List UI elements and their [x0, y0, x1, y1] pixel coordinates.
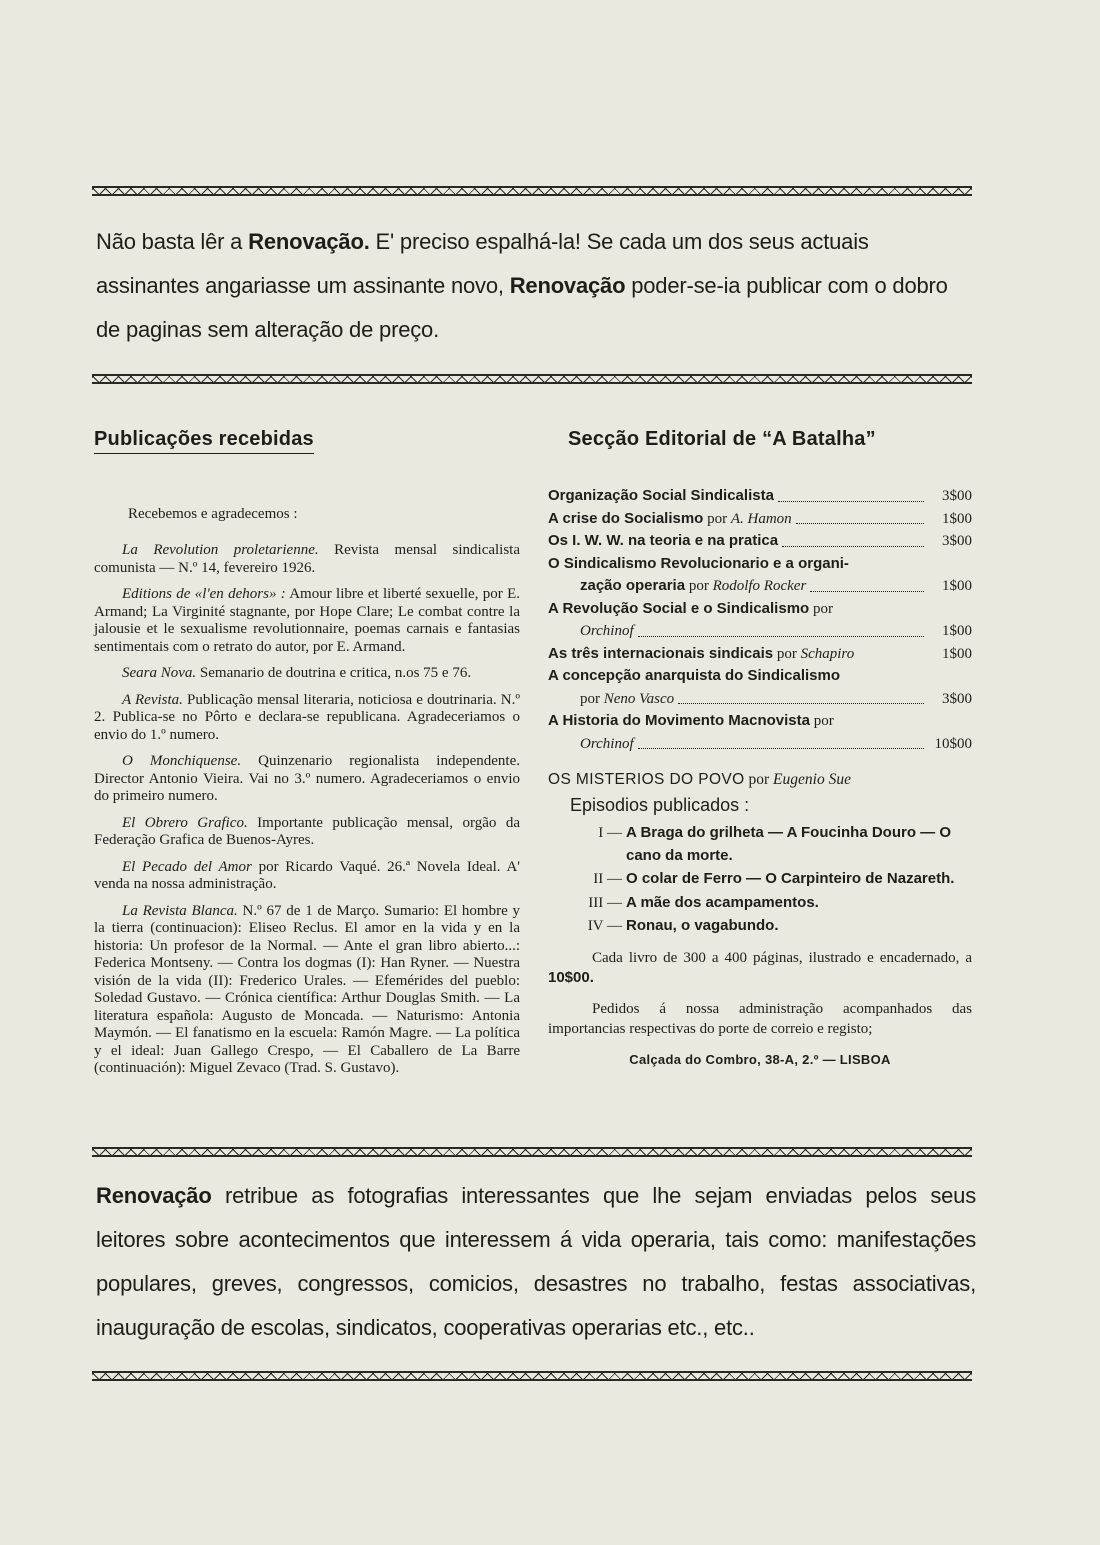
publication-entry: O Monchiquense. Quinzenario regionalista independente. Director Antonio Vieira. Vai no 3.º numero. Agradeceriamos o envio do primeiro numero.: [94, 753, 521, 804]
publication-entry: La Revolution proletarienne. Revista mensal sindicalista comunista — N.º 14, fevereiro 1926.: [94, 542, 521, 576]
catalog-item-title: O Sindicalismo Revolucionario e a organi-: [548, 554, 849, 572]
catalog-item: por Neno Vasco 3$00: [548, 688, 972, 711]
catalog-item: Orchinof 1$00: [548, 620, 972, 643]
book-catalog: [548, 485, 972, 755]
top-notice-line-1: Não basta lêr a Renovação. E' preciso espalhá-la! Se cada um dos seus actuais: [96, 229, 869, 254]
leader-dots: [810, 591, 924, 592]
publication-entry: Seara Nova. Semanario de doutrina e critica, n.os 75 e 76.: [122, 665, 472, 681]
leader-dots: [782, 546, 924, 547]
price: 1$00: [942, 645, 972, 662]
episodes-list: [584, 822, 972, 938]
leader-dots: [678, 703, 924, 704]
publication-entry: El Pecado del Amor por Ricardo Vaqué. 26.ª Novela Ideal. A' venda na nossa administração.: [94, 858, 520, 892]
price: 3$00: [942, 690, 972, 707]
ornamental-rule-lower: [92, 1147, 972, 1157]
catalog-item-title: A concepção anarquista do Sindicalismo: [548, 667, 841, 684]
leader-dots: [796, 523, 924, 524]
ornamental-rule-bottom: [92, 1371, 972, 1381]
brand-name: Renovação: [509, 273, 626, 298]
publication-entry: A Revista. Publicação mensal literaria, noticiosa e doutrinaria. N.º 2. Publica-se no Pôrto e declara-se republicana. Agradeceriamos o envio do 1.º numero.: [94, 691, 520, 743]
seccao-editorial-column: [548, 428, 972, 1067]
brand-name: Renovação: [96, 1183, 212, 1208]
leader-dots: [778, 501, 924, 502]
catalog-item: Os I. W. W. na teoria e na pratica 3$00: [548, 530, 972, 553]
seccao-title: Secção Editorial de “A Batalha”: [568, 428, 876, 450]
ornamental-rule-middle: [92, 374, 972, 384]
price: 3$00: [942, 488, 972, 504]
catalog-item: As três internacionais sindicais por Schapiro 1$00: [548, 643, 972, 666]
publicacoes-column: [94, 428, 520, 1078]
price: 10$00: [934, 735, 972, 752]
episode-item: II — O colar de Ferro — O Carpinteiro de Nazareth.: [593, 870, 955, 887]
bottom-notice: Renovação retribue as fotografias interessantes que lhe sejam enviadas pelos seus leitores sobre acontecimentos que interessem á vida operaria, tais como: manifestações populares, greves, congressos, comicios, desastres no trabalho, festas associativas, inauguração de escolas, sindicatos, cooperativas operarias etc., etc..: [96, 1183, 976, 1340]
price: 1$00: [942, 623, 972, 639]
publication-entry: El Obrero Grafico. Importante publicação mensal, orgão da Federação Grafica de Buenos-Ayres.: [94, 814, 520, 848]
catalog-item: Orchinof 10$00: [548, 733, 972, 756]
top-notice-line-3: de paginas sem alteração de preço.: [96, 317, 439, 342]
publication-entry: La Revista Blanca. N.º 67 de 1 de Março. Sumario: El hombre y la tierra (continuacion): Eliseo Reclus. El amor en la vida y en la historia: Un profesor de la Normal. — Ante el gran libro abierto...: Federica Montseny. — Contra los dogmas (I): Han Ryner. — Nuestra visión de la vida (II): Frederico Urales. — Efemérides del pueblo: Soledad Gustavo. — Crónica científica: Arthur Douglas Smith. — La literatura española: Augusto de Moncada. — Naturismo: Antonia Maymón. — El fanatismo en la escuela: Ramón Magre. — La política y el ideal: Juan Gallego Crespo, — El Caballero de La Barre (continuación): Miguel Zevaco (Trad. S. Gustavo).: [94, 902, 520, 1076]
catalog-item: A crise do Socialismo por A. Hamon 1$00: [548, 508, 972, 531]
top-notice-line-2: assinantes angariasse um assinante novo, Renovação poder-se-ia publicar com o dobro: [96, 273, 948, 298]
book-info: Cada livro de 300 a 400 páginas, ilustrado e encadernado, a 10$00.: [548, 949, 972, 986]
publicacoes-list: [94, 542, 520, 1078]
episode-item: III — A mãe dos acampamentos.: [588, 893, 819, 911]
orders-info: Pedidos á nossa administração acompanhados das importancias respectivas do porte de correio e registo;: [548, 1000, 972, 1037]
price: 1$00: [942, 578, 972, 594]
publication-entry: Editions de «l'en dehors» : Amour libre et liberté sexuelle, por E. Armand; La Virginité stagnante, por Hope Clare; Le combat contre la jalousie et le sexualisme revolutionnaire, poemas carnais e fantasias sentimentais com o retrato do autor, por E. Armand.: [94, 586, 520, 655]
price: 3$00: [942, 533, 972, 549]
price: 1$00: [942, 510, 972, 527]
misterios-heading: OS MISTERIOS DO POVO por Eugenio Sue: [548, 771, 851, 788]
catalog-item-title: A Historia do Movimento Macnovista por: [548, 712, 834, 729]
episode-item: IV — Ronau, o vagabundo.: [587, 917, 779, 934]
ornamental-rule-top: [92, 186, 972, 196]
publicacoes-intro: Recebemos e agradecemos :: [128, 506, 298, 522]
publicacoes-title: Publicações recebidas: [94, 428, 314, 454]
catalog-item: zação operaria por Rodolfo Rocker 1$00: [548, 575, 972, 598]
brand-name: Renovação.: [248, 229, 370, 254]
leader-dots: [638, 748, 924, 749]
leader-dots: [638, 636, 924, 637]
catalog-item: Organização Social Sindicalista 3$00: [548, 485, 972, 508]
episode-item: I — A Braga do grilheta — A Foucinha Douro — O cano da morte.: [598, 824, 952, 864]
catalog-item-title: A Revolução Social e o Sindicalismo por: [548, 599, 833, 617]
address: Calçada do Combro, 38-A, 2.º — LISBOA: [629, 1051, 891, 1067]
episodes-heading: Episodios publicados :: [570, 795, 750, 815]
top-notice: [96, 220, 976, 352]
